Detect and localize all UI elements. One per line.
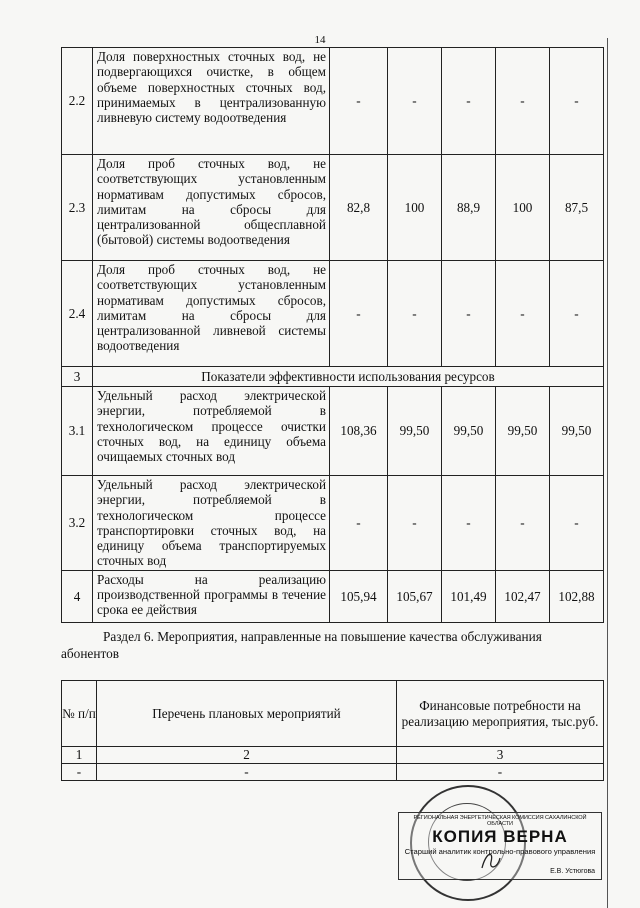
row-description: Доля проб сточных вод, не соответствующих установленным нормативам допустимых сбросов, лимитам на сбросы для централизованной общесплавной (бытовой) системы водоотведения bbox=[93, 155, 330, 261]
row-value: - bbox=[442, 48, 496, 155]
row-description: Расходы на реализацию производственной программы в течение срока ее действия bbox=[93, 570, 330, 622]
row-description: Удельный расход электрической энергии, потребляемой в технологическом процессе очистки сточных вод, на единицу объема очищаемых сточных вод bbox=[93, 387, 330, 476]
stamp-title: КОПИЯ ВЕРНА bbox=[432, 827, 568, 846]
row-value: - bbox=[496, 261, 550, 367]
row-value: 99,50 bbox=[496, 387, 550, 476]
page-number: 14 bbox=[314, 34, 326, 46]
row-number: 2.2 bbox=[62, 48, 93, 155]
table-row bbox=[62, 48, 604, 155]
indicators-table bbox=[61, 47, 604, 623]
row-description: Доля проб сточных вод, не соответствующих установленным нормативам допустимых сбросов, лимитам на сбросы для централизованной ливневой системы водоотведения bbox=[93, 261, 330, 367]
row-value: - bbox=[550, 48, 604, 155]
row-value: - bbox=[388, 476, 442, 571]
row-description: Удельный расход электрической энергии, потребляемой в технологическом процессе транспортировки сточных вод, на единицу объема транспортируемых сточных вод bbox=[93, 476, 330, 571]
row-value: 108,36 bbox=[330, 387, 388, 476]
section-title: Показатели эффективности использования ресурсов bbox=[93, 367, 604, 387]
row-value: - bbox=[388, 261, 442, 367]
row-value: 102,88 bbox=[550, 570, 604, 622]
row-value: 99,50 bbox=[388, 387, 442, 476]
row-value: 100 bbox=[388, 155, 442, 261]
row-number: 3.2 bbox=[62, 476, 93, 571]
row-value: 88,9 bbox=[442, 155, 496, 261]
row-value: - bbox=[330, 48, 388, 155]
row-value: - bbox=[442, 261, 496, 367]
row-value: - bbox=[388, 48, 442, 155]
row-number: 2.3 bbox=[62, 155, 93, 261]
row-value: 82,8 bbox=[330, 155, 388, 261]
plan-header-num: № п/п bbox=[62, 681, 97, 747]
table-row bbox=[62, 387, 604, 476]
table-row bbox=[62, 476, 604, 571]
table-row bbox=[62, 155, 604, 261]
row-value: 99,50 bbox=[442, 387, 496, 476]
row-value: 99,50 bbox=[550, 387, 604, 476]
row-value: - bbox=[496, 48, 550, 155]
plan-index-row bbox=[62, 747, 604, 764]
plan-index: 2 bbox=[97, 747, 397, 764]
section-number: 3 bbox=[62, 367, 93, 387]
row-number: 3.1 bbox=[62, 387, 93, 476]
row-value: 100 bbox=[496, 155, 550, 261]
signature-icon bbox=[478, 848, 504, 874]
stamp-position: Старший аналитик контрольно-правового управления bbox=[404, 847, 596, 856]
row-description: Доля поверхностных сточных вод, не подвергающихся очистке, в общем объеме поверхностных сточных вод, принимаемых в централизованную ливневую систему водоотведения bbox=[93, 48, 330, 155]
plan-cell: - bbox=[62, 764, 97, 781]
stamp-organization: РЕГИОНАЛЬНАЯ ЭНЕРГЕТИЧЕСКАЯ КОМИССИЯ САХАЛИНСКОЙ ОБЛАСТИ bbox=[413, 815, 587, 827]
plan-cell: - bbox=[397, 764, 604, 781]
row-value: 101,49 bbox=[442, 570, 496, 622]
row-value: - bbox=[442, 476, 496, 571]
row-value: - bbox=[550, 476, 604, 571]
row-value: 102,47 bbox=[496, 570, 550, 622]
plan-cell: - bbox=[97, 764, 397, 781]
plan-header-fin: Финансовые потребности на реализацию мероприятия, тыс.руб. bbox=[397, 681, 604, 747]
plan-row bbox=[62, 764, 604, 781]
row-value: 87,5 bbox=[550, 155, 604, 261]
table-row bbox=[62, 570, 604, 622]
row-number: 2.4 bbox=[62, 261, 93, 367]
plan-table bbox=[61, 680, 604, 781]
plan-header-row bbox=[62, 681, 604, 747]
row-value: - bbox=[330, 476, 388, 571]
stamp-name: Е.В. Устюгова bbox=[550, 868, 595, 875]
section-6-heading: Раздел 6. Мероприятия, направленные на повышение качества обслуживания абонентов bbox=[61, 629, 542, 661]
row-value: 105,94 bbox=[330, 570, 388, 622]
plan-header-list: Перечень плановых мероприятий bbox=[97, 681, 397, 747]
scan-margin-line bbox=[607, 38, 608, 908]
row-number: 4 bbox=[62, 570, 93, 622]
row-value: - bbox=[330, 261, 388, 367]
section-row bbox=[62, 367, 604, 387]
table-row bbox=[62, 261, 604, 367]
row-value: - bbox=[496, 476, 550, 571]
row-value: 105,67 bbox=[388, 570, 442, 622]
row-value: - bbox=[550, 261, 604, 367]
plan-index: 3 bbox=[397, 747, 604, 764]
plan-index: 1 bbox=[62, 747, 97, 764]
